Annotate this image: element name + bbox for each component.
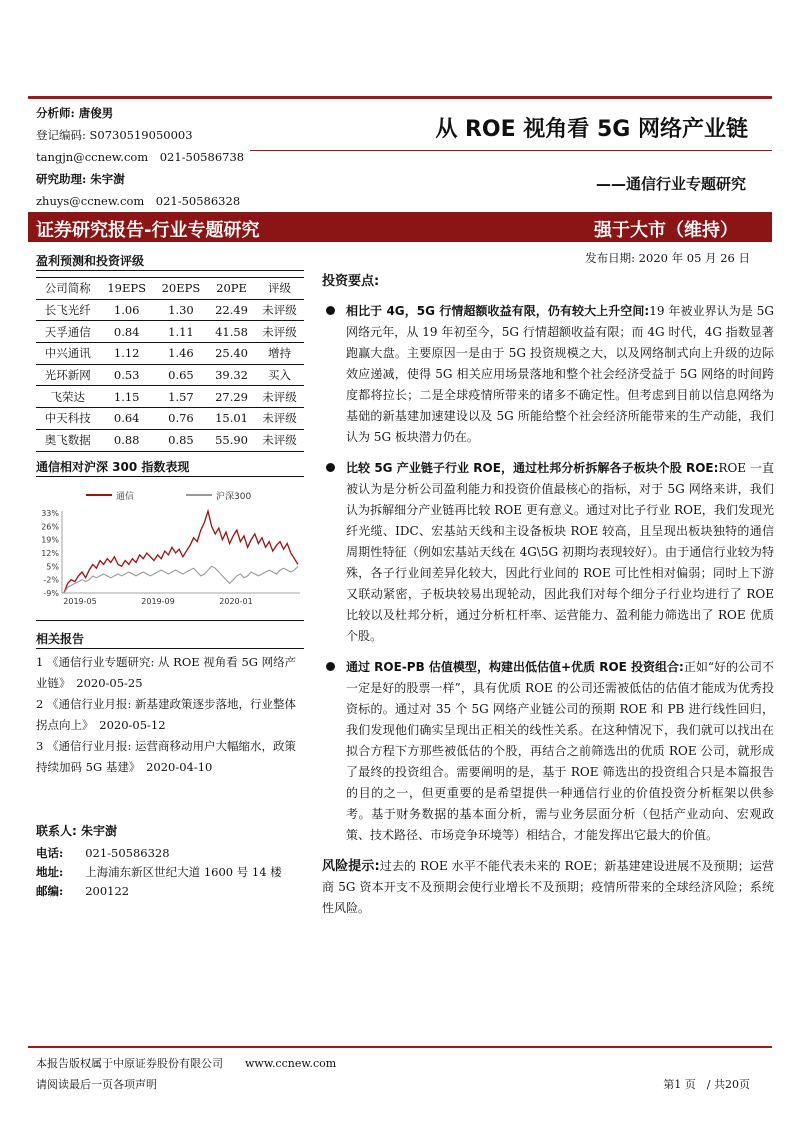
highlights-heading: 投资要点: — [322, 274, 380, 289]
zip-label: 邮编: — [36, 884, 64, 898]
related-title-rule — [36, 648, 304, 649]
chart-bottom-rule — [36, 620, 304, 621]
eps-value-cell: 39.32 — [215, 368, 248, 383]
highlight-point-1 — [322, 301, 774, 448]
eps-company-cell: 奥飞数据 — [44, 433, 91, 448]
risk-warning — [322, 856, 774, 919]
series-line-csi300 — [64, 566, 298, 593]
contact-person: 联系人: 朱宇澍 — [36, 824, 117, 838]
point-lead: 通过 ROE-PB 估值模型，构建出低估值+优质 ROE 投资组合: — [346, 660, 684, 674]
analyst-name: 分析师: 唐俊男 — [36, 106, 114, 120]
legend-label: 沪深300 — [216, 492, 252, 502]
point-text: ROE 一直被认为是分析公司盈利能力和投资价值最核心的指标，对于 5G 网络来讲，我们认为拆解细分产业链再比较 ROE 更有意义。通过对比子行业 ROE，我们发现光纤光缆、IDC、宏基站天线和主设备板块 ROE 较高，且呈现出板块独特的通信周期性特征（例如宏基站天线在 4G\5G 初期均表现较好）。由于通信行业较为特殊，各子行业间差异化较大，因此行业间的 ROE 可比性相对偏弱；同时上下游又联动紧密，子板块较易出现轮动，因此我们对每个细分子行业均进行了 ROE 比较以及杜邦分析，通过分析杠杆率、运营能力、盈利能力筛选出了 ROE 优质个股。 — [346, 461, 774, 643]
y-tick-label: 19% — [41, 535, 59, 545]
address-label: 地址: — [36, 865, 64, 879]
chart-title-rule — [36, 476, 304, 477]
eps-company-cell: 天孚通信 — [44, 324, 91, 339]
contact-address: 上海浦东新区世纪大道 1600 号 14 楼 — [85, 865, 282, 879]
eps-header-cell: 19EPS — [107, 281, 147, 296]
footer-disclaimer: 请阅读最后一页各项声明 — [36, 1078, 157, 1091]
footer-rule — [28, 1046, 772, 1048]
y-tick-label: -2% — [43, 575, 59, 585]
contact-address-row — [36, 863, 306, 882]
eps-value-cell: 55.90 — [215, 433, 248, 448]
eps-table-row — [36, 429, 304, 451]
eps-value-cell: 15.01 — [215, 411, 248, 426]
eps-company-cell: 光环新网 — [44, 368, 91, 383]
eps-value-cell: 27.29 — [215, 389, 248, 404]
risk-text: 过去的 ROE 水平不能代表未来的 ROE；新基建建设进展不及预期；运营商 5G 资本开支不及预期会使行业增长不及预期；疫情所带来的全球经济风险；系统性风险。 — [322, 859, 774, 915]
report-subtitle: ——通信行业专题研究 — [595, 175, 746, 193]
point-text: 19 年被业界认为是 5G 网络元年，从 19 年初至今，5G 行情超额收益有限；而 4G 时代，4G 指数显著跑赢大盘。主要原因一是由于 5G 投资规模之大，以及网络制式向上升级的边际效应递减，使得 5G 相关应用场景落地和整个社会经济受益于 5G 网络的时间跨度都将拉长；二是全球疫情所带来的诸多不确定性。但考虑到目前以信息网络为基础的新基建加速建设以及 5G 所能给整个社会经济所能带来的生产动能，我们认为 5G 板块潜力仍在。 — [346, 304, 775, 444]
eps-header-cell: 20EPS — [161, 281, 201, 296]
eps-value-cell: 未评级 — [262, 411, 297, 426]
eps-value-cell: 0.64 — [113, 411, 140, 426]
related-reports-list — [36, 652, 304, 778]
series-line-telecom — [64, 511, 298, 593]
investment-highlights — [322, 270, 774, 919]
report-title: 从 ROE 视角看 5G 网络产业链 — [435, 117, 748, 142]
eps-value-cell: 未评级 — [262, 433, 297, 448]
eps-value-cell: 1.46 — [168, 346, 194, 361]
eps-value-cell: 0.85 — [168, 433, 194, 448]
contact-phone-row — [36, 844, 306, 863]
point-text: 正如“好的公司不一定是好的股票一样”，具有优质 ROE 的公司还需被低估的估值才能成为优秀投资标的。通过对 35 个 5G 网络产业链公司的预期 ROE 和 PB 进行线性回归，我们发现他们确实呈现出正相关的线性关系。在这种情况下，我们就可以找出在拟合方程下方那些被低估的个股，再结合之前筛选出的优质 ROE 公司，就形成了最终的投资组合。需要阐明的是，基于 ROE 筛选出的投资组合只是本篇报告的目的之一，但更重要的是希望提供一种通信行业的价值投资分析框架以供参考。基于财务数据的基本面分析，需与业务层面分析（包括产业动向、宏观政策、技术路径、市场竞争环境等）相结合，才能发挥出它最大的价值。 — [346, 660, 775, 842]
chart-title: 通信相对沪深 300 指数表现 — [36, 460, 190, 474]
y-tick-label: 5% — [46, 562, 59, 572]
eps-value-cell: 0.76 — [168, 411, 194, 426]
eps-table-row — [36, 364, 304, 386]
eps-header-row — [36, 278, 304, 300]
highlight-point-2 — [322, 458, 774, 647]
eps-table-row — [36, 321, 304, 343]
contact-zip: 200122 — [85, 884, 130, 898]
analyst-reg-no: 登记编码: S0730519050003 — [36, 128, 193, 142]
related-report-item[interactable]: 2 《通信行业月报: 新基建政策逐步落地，行业整体拐点向上》 2020-05-12 — [36, 697, 296, 732]
eps-value-cell: 25.40 — [215, 346, 248, 361]
phone-label: 电话: — [36, 846, 64, 860]
footer-copyright: 本报告版权属于中原证券股份有限公司 www.ccnew.com — [36, 1057, 337, 1070]
eps-value-cell: 未评级 — [262, 324, 297, 339]
eps-table-row — [36, 299, 304, 321]
report-type-band — [28, 212, 772, 242]
eps-value-cell: 1.30 — [168, 303, 194, 318]
eps-company-cell: 飞荣达 — [50, 389, 86, 404]
y-tick-label: 12% — [41, 549, 59, 558]
eps-table-row — [36, 408, 304, 430]
eps-title-rule — [36, 270, 304, 271]
report-type: 证券研究报告-行业专题研究 — [36, 220, 260, 241]
bullet-icon — [326, 463, 335, 472]
eps-value-cell: 买入 — [268, 368, 291, 383]
y-tick-label: -9% — [43, 589, 59, 598]
industry-rating: 强于大市（维持） — [594, 220, 738, 241]
eps-header-cell: 公司简称 — [44, 281, 91, 296]
risk-lead: 风险提示: — [322, 859, 380, 874]
eps-value-cell: 增持 — [268, 346, 291, 361]
point-lead: 比较 5G 产业链子行业 ROE，通过杜邦分析拆解各子板块个股 ROE: — [346, 461, 719, 475]
related-report-item[interactable]: 1 《通信行业专题研究: 从 ROE 视角看 5G 网络产业链》 2020-05-25 — [36, 655, 297, 690]
publish-date: 发布日期: 2020 年 05 月 26 日 — [585, 251, 750, 265]
related-report-item[interactable]: 3 《通信行业月报: 运营商移动用户大幅缩水，政策持续加码 5G 基建》 2020-04-10 — [36, 739, 296, 774]
related-reports-title: 相关报告 — [36, 632, 85, 646]
analyst-block — [36, 102, 244, 212]
header-top-rule — [28, 96, 772, 99]
bullet-icon — [326, 662, 335, 671]
eps-value-cell: 22.49 — [215, 303, 248, 318]
footer-page-number: 第1 页 / 共20页 — [663, 1078, 750, 1091]
eps-header-cell: 评级 — [268, 281, 291, 296]
eps-value-cell: 41.58 — [215, 324, 248, 339]
eps-company-cell: 中天科技 — [44, 411, 91, 426]
eps-value-cell: 0.65 — [168, 368, 194, 383]
eps-value-cell: 1.06 — [113, 303, 140, 318]
eps-value-cell: 1.57 — [168, 389, 194, 404]
eps-value-cell: 0.84 — [113, 324, 140, 339]
title-underline — [250, 150, 772, 151]
x-tick-label: 2019-09 — [141, 597, 175, 606]
contact-phone: 021-50586328 — [85, 846, 170, 860]
eps-company-cell: 长飞光纤 — [44, 303, 91, 318]
eps-value-cell: 0.53 — [113, 368, 140, 383]
eps-value-cell: 1.15 — [113, 389, 140, 404]
y-tick-label: 26% — [41, 522, 59, 532]
eps-table-title: 盈利预测和投资评级 — [36, 254, 145, 268]
eps-table — [36, 277, 304, 452]
eps-value-cell: 0.88 — [113, 433, 140, 448]
bullet-icon — [326, 306, 335, 315]
relative-performance-chart — [36, 485, 304, 611]
legend-label: 通信 — [116, 492, 135, 502]
highlight-point-3 — [322, 657, 774, 846]
eps-value-cell: 1.12 — [113, 346, 140, 361]
x-tick-label: 2019-05 — [63, 597, 97, 606]
contact-block — [36, 822, 306, 901]
assistant-name: 研究助理: 朱宇澍 — [36, 172, 125, 186]
eps-header-cell: 20PE — [216, 281, 247, 296]
contact-zip-row — [36, 882, 306, 901]
point-lead: 相比于 4G，5G 行情超额收益有限，仍有较大上升空间: — [346, 304, 650, 318]
eps-value-cell: 未评级 — [262, 389, 297, 404]
eps-table-row — [36, 386, 304, 408]
eps-value-cell: 未评级 — [262, 303, 297, 318]
eps-value-cell: 1.11 — [168, 324, 194, 339]
eps-company-cell: 中兴通讯 — [44, 346, 91, 361]
x-tick-label: 2020-01 — [219, 597, 253, 606]
y-tick-label: 33% — [41, 509, 59, 518]
analyst-contact: tangjn@ccnew.com 021-50586738 — [36, 150, 245, 164]
assistant-contact: zhuys@ccnew.com 021-50586328 — [36, 194, 241, 208]
eps-table-row — [36, 343, 304, 365]
